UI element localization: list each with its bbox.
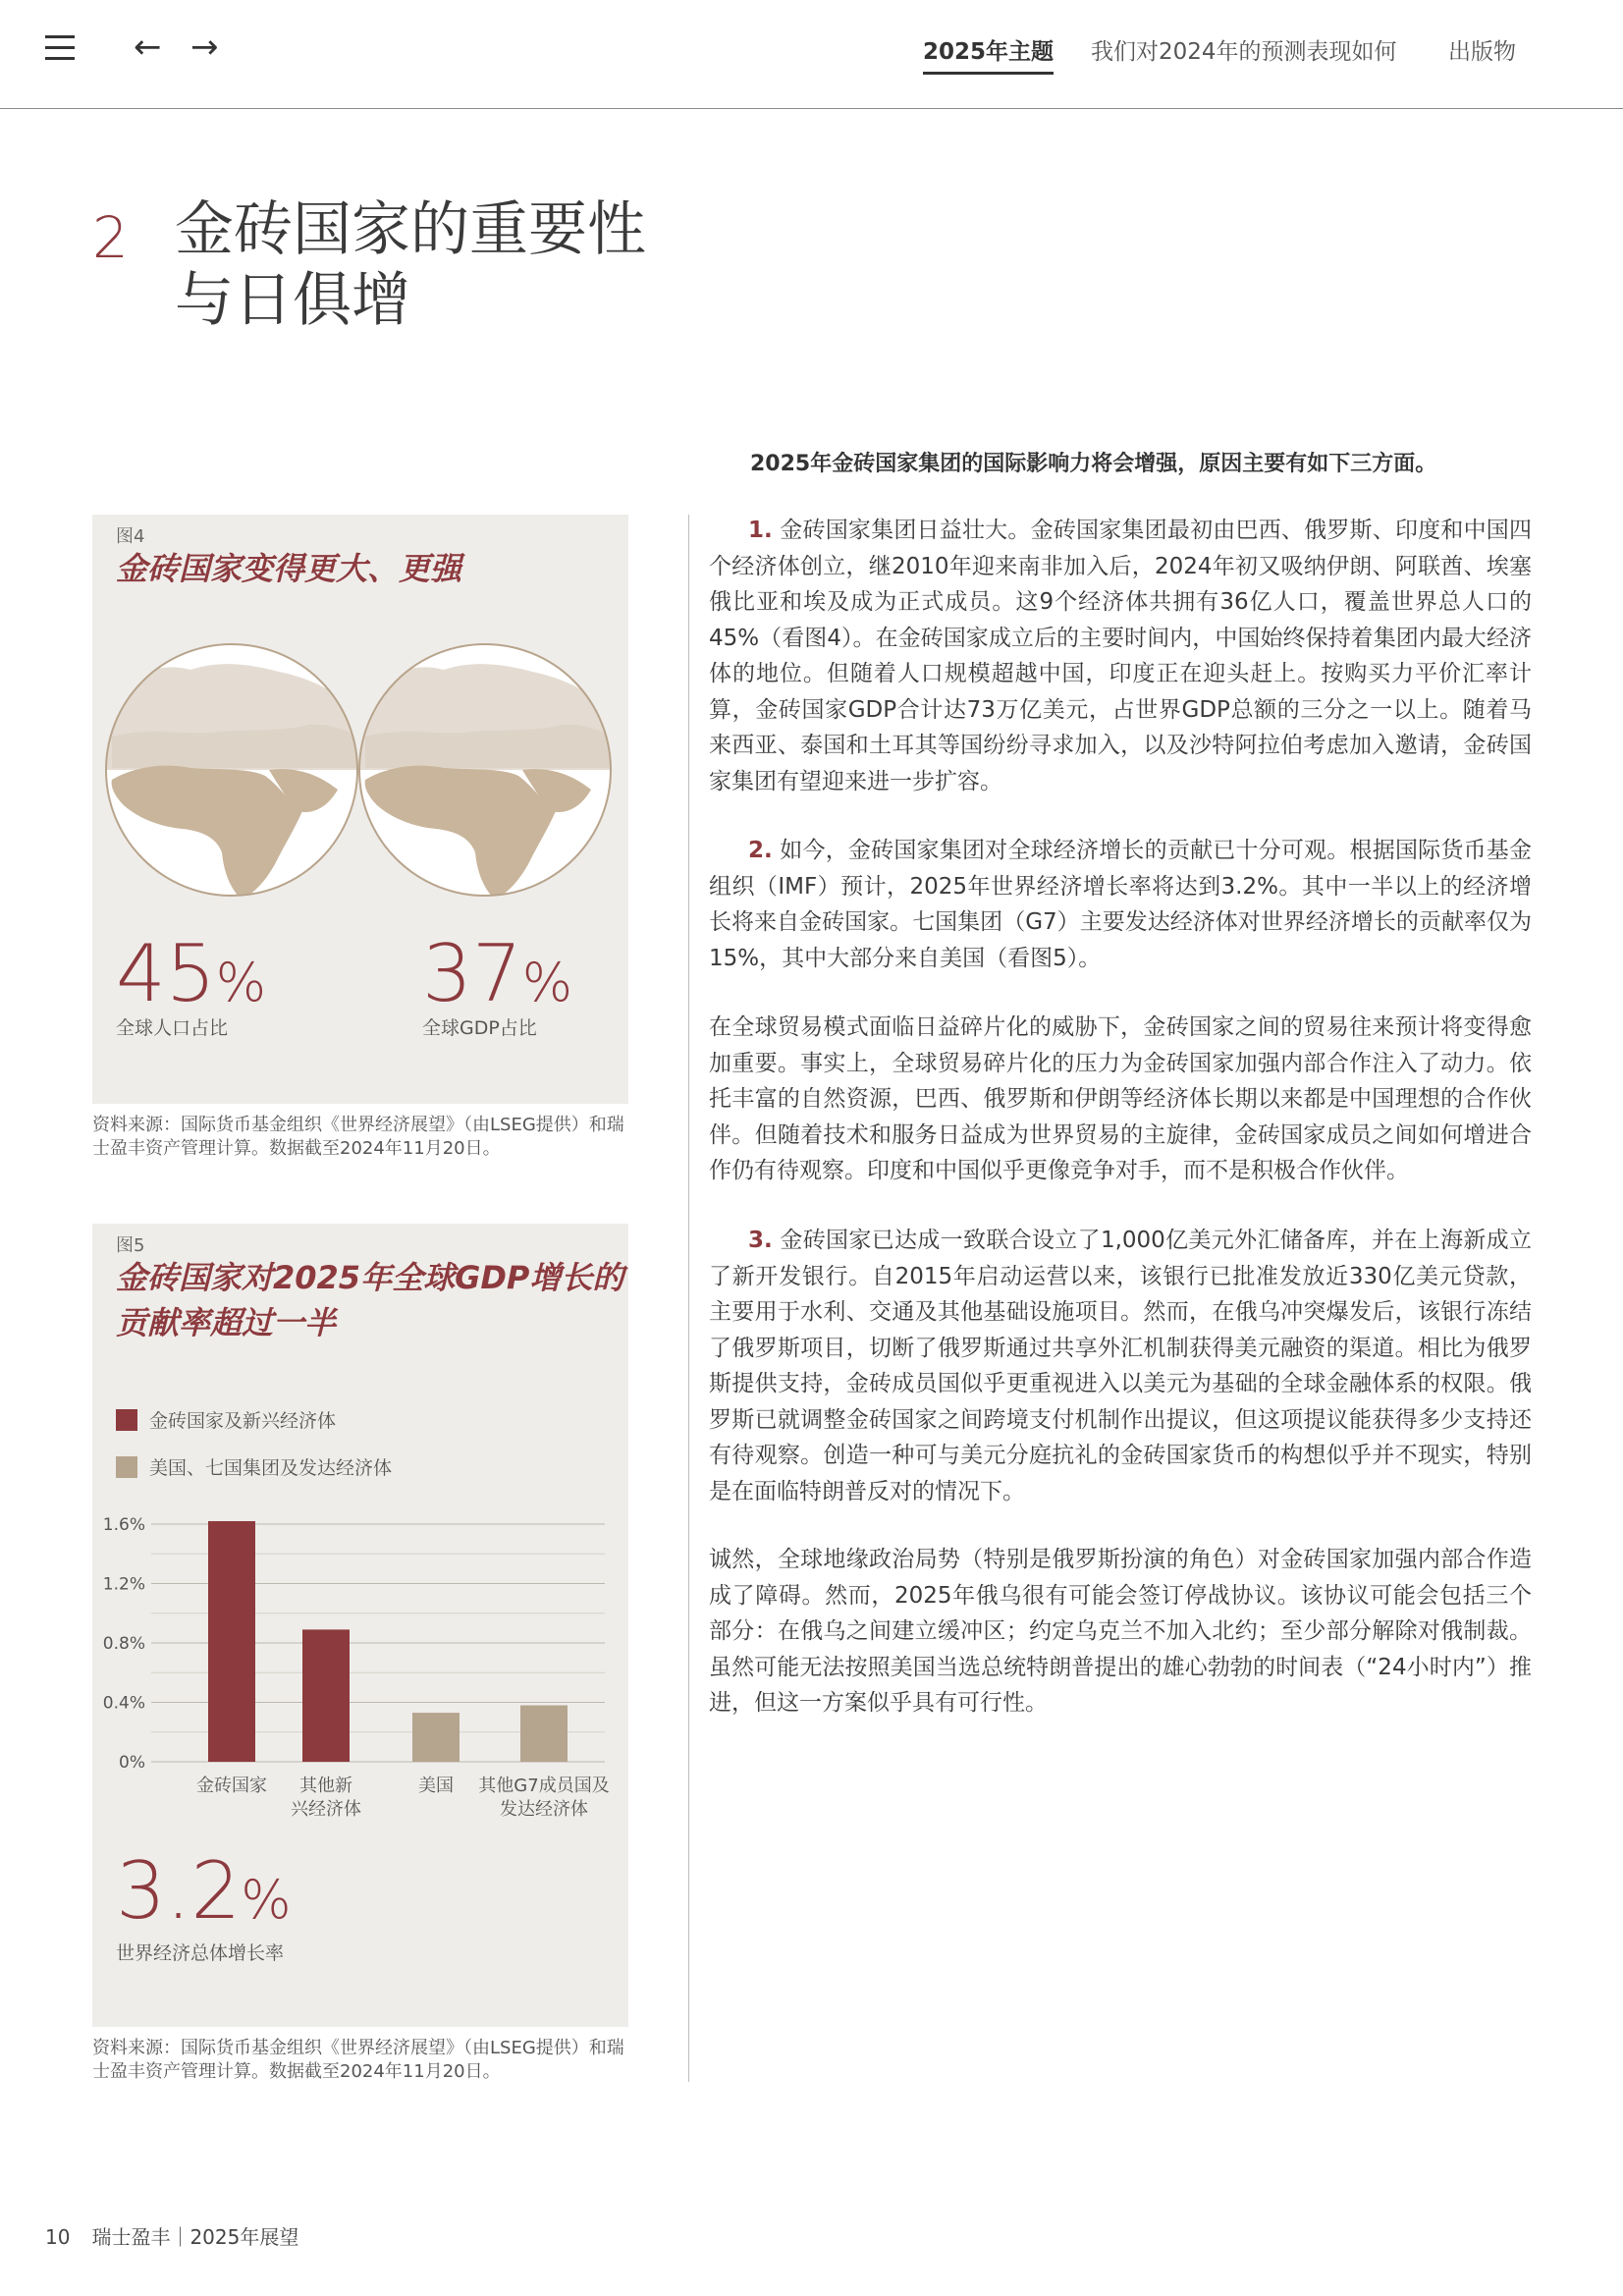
figure5-source-line1: 资料来源：国际货币基金组织《世界经济展望》（由LSEG提供）和瑞 bbox=[92, 2038, 624, 2058]
figure4-stat-gdp: 37% bbox=[422, 928, 573, 1019]
x-category-label: 金砖国家 bbox=[196, 1776, 267, 1796]
legend-label-emerging: 金砖国家及新兴经济体 bbox=[149, 1410, 337, 1432]
figure4-source-line1: 资料来源：国际货币基金组织《世界经济展望》（由LSEG提供）和瑞 bbox=[92, 1115, 624, 1135]
x-category-label: 美国 bbox=[418, 1776, 454, 1796]
bar-4 bbox=[520, 1706, 568, 1762]
x-category-label: 发达经济体 bbox=[500, 1799, 588, 1820]
figure4-title: 金砖国家变得更大、更强 bbox=[116, 550, 462, 587]
section-title bbox=[175, 194, 764, 336]
tab-2024-forecast-review[interactable]: 我们对2024年的预测表现如何 bbox=[1091, 39, 1397, 65]
body-lead: 2025年金砖国家集团的国际影响力将会增强，原因主要有如下三方面。 bbox=[750, 452, 1437, 476]
figure5-title bbox=[116, 1255, 623, 1345]
page-footer bbox=[45, 2221, 298, 2250]
figure4-caption-gdp: 全球GDP占比 bbox=[422, 1017, 537, 1039]
paragraph-4-number: 3. bbox=[748, 1228, 773, 1253]
globe-gdp-icon bbox=[359, 644, 611, 900]
figure5-caption-world-growth: 世界经济总体增长率 bbox=[116, 1942, 285, 1964]
legend-item-developed bbox=[116, 1453, 392, 1480]
figure4-label: 图4 bbox=[116, 526, 145, 547]
x-category-label: 兴经济体 bbox=[291, 1799, 361, 1820]
y-tick-label: 0.8% bbox=[102, 1634, 145, 1654]
figure5-source bbox=[92, 2037, 642, 2084]
x-category-label: 其他新 bbox=[299, 1776, 352, 1796]
y-tick-label: 0% bbox=[119, 1753, 145, 1773]
legend-item-emerging bbox=[116, 1406, 336, 1433]
figure5-title-line2: 贡献率超过一半 bbox=[116, 1304, 337, 1341]
footer-publication: 瑞士盈丰｜2025年展望 bbox=[91, 2225, 299, 2249]
legend-swatch-emerging bbox=[116, 1409, 137, 1431]
y-tick-label: 1.2% bbox=[102, 1574, 145, 1595]
menu-icon[interactable] bbox=[45, 35, 75, 61]
tab-publications[interactable]: 出版物 bbox=[1448, 39, 1516, 65]
figure5-label: 图5 bbox=[116, 1235, 145, 1256]
figure5-stat-world-growth: 3.2% bbox=[116, 1845, 292, 1937]
page-number: 10 bbox=[45, 2225, 71, 2249]
legend-swatch-developed bbox=[116, 1456, 137, 1478]
body-paragraph-5: 诚然，全球地缘政治局势（特别是俄罗斯扮演的角色）对金砖国家加强内部合作造成了障碍。然而，2025年俄乌很有可能会签订停战协议。该协议可能会包括三个部分：在俄乌之间建立缓冲区；约定乌克兰不加入北约；至少部分解除对俄制裁。虽然可能无法按照美国当选总统特朗普提出的雄心勃勃的时间表（“24小时内”）推进，但这一方案似乎具有可行性。 bbox=[709, 1547, 1532, 1716]
y-tick-label: 0.4% bbox=[102, 1693, 145, 1714]
top-navigation-bar bbox=[0, 0, 1623, 109]
bar-1 bbox=[208, 1521, 255, 1762]
tab-2025-themes[interactable]: 2025年主题 bbox=[923, 33, 1054, 75]
figure4-panel bbox=[92, 515, 628, 1104]
body-paragraph-2 bbox=[709, 833, 1532, 976]
figure4-stat-population: 45% bbox=[116, 928, 267, 1019]
section-title-line1: 金砖国家的重要性 bbox=[175, 195, 646, 264]
bar-3 bbox=[412, 1713, 460, 1762]
paragraph-2-number: 2. bbox=[748, 838, 773, 863]
paragraph-4-text: 金砖国家已达成一致联合设立了1,000亿美元外汇储备库，并在上海新成立了新开发银行。自2015年启动运营以来，该银行已批准发放近330亿美元贷款，主要用于水利、交通及其他基础设施项目。然而，在俄乌冲突爆发后，该银行冻结了俄罗斯项目，切断了俄罗斯通过共享外汇机制获得美元融资的渠道。相比为俄罗斯提供支持，金砖成员国似乎更重视进入以美元为基础的全球金融体系的权限。俄罗斯已就调整金砖国家之间跨境支付机制作出提议，但这项提议能获得多少支持还有待观察。创造一种可与美元分庭抗礼的金砖国家货币的构想似乎并不现实，特别是在面临特朗普反对的情况下。 bbox=[709, 1228, 1532, 1504]
column-divider bbox=[688, 515, 689, 2082]
back-arrow-icon[interactable]: ← bbox=[134, 27, 162, 67]
figure4-caption-population: 全球人口占比 bbox=[116, 1017, 229, 1039]
globes-illustration bbox=[92, 642, 628, 927]
legend-label-developed: 美国、七国集团及发达经济体 bbox=[149, 1457, 393, 1479]
paragraph-2-text: 如今，金砖国家集团对全球经济增长的贡献已十分可观。根据国际货币基金组织（IMF）预计，2025年世界经济增长率将达到3.2%。其中一半以上的经济增长将来自金砖国家。七国集团（G7）主要发达经济体对世界经济增长的贡献率仅为15%，其中大部分来自美国（看图5）。 bbox=[709, 838, 1533, 971]
paragraph-1-number: 1. bbox=[748, 518, 773, 543]
paragraph-1-text: 金砖国家集团日益壮大。金砖国家集团最初由巴西、俄罗斯、印度和中国四个经济体创立，继2010年迎来南非加入后，2024年初又吸纳伊朗、阿联酋、埃塞俄比亚和埃及成为正式成员。这9个经济体共拥有36亿人口，覆盖世界总人口的45%（看图4）。在金砖国家成立后的主要时间内，中国始终保持着集团内最大经济体的地位。但随着人口规模超越中国，印度正在迎头赶上。按购买力平价汇率计算，金砖国家GDP合计达73万亿美元，占世界GDP总额的三分之一以上。随着马来西亚、泰国和土耳其等国纷纷寻求加入，以及沙特阿拉伯考虑加入邀请，金砖国家集团有望迎来进一步扩容。 bbox=[709, 518, 1533, 794]
figure4-source-line2: 士盈丰资产管理计算。数据截至2024年11月20日。 bbox=[92, 1138, 501, 1159]
figure5-title-line1: 金砖国家对2025年全球GDP增长的 bbox=[116, 1259, 624, 1296]
figure4-source bbox=[92, 1114, 642, 1161]
forward-arrow-icon[interactable]: → bbox=[190, 27, 219, 67]
body-paragraph-3: 在全球贸易模式面临日益碎片化的威胁下，金砖国家之间的贸易往来预计将变得愈加重要。事实上，全球贸易碎片化的压力为金砖国家加强内部合作注入了动力。依托丰富的自然资源，巴西、俄罗斯和伊朗等经济体长期以来都是中国理想的合作伙伴。但随着技术和服务日益成为世界贸易的主旋律，金砖国家成员之间如何增进合作仍有待观察。印度和中国似乎更像竞争对手，而不是积极合作伙伴。 bbox=[709, 1014, 1532, 1183]
figure5-source-line2: 士盈丰资产管理计算。数据截至2024年11月20日。 bbox=[92, 2061, 501, 2082]
gdp-contribution-bar-chart bbox=[92, 1504, 628, 1838]
figure5-panel bbox=[92, 1224, 628, 2027]
bar-2 bbox=[302, 1629, 350, 1762]
section-title-line2: 与日俱增 bbox=[175, 266, 410, 335]
x-category-label: 其他G7成员国及 bbox=[478, 1776, 610, 1796]
y-tick-label: 1.6% bbox=[102, 1515, 145, 1535]
section-number: 2 bbox=[92, 204, 129, 271]
body-paragraph-1 bbox=[709, 513, 1532, 799]
globe-population-icon bbox=[106, 644, 357, 900]
body-paragraph-4 bbox=[709, 1223, 1532, 1509]
